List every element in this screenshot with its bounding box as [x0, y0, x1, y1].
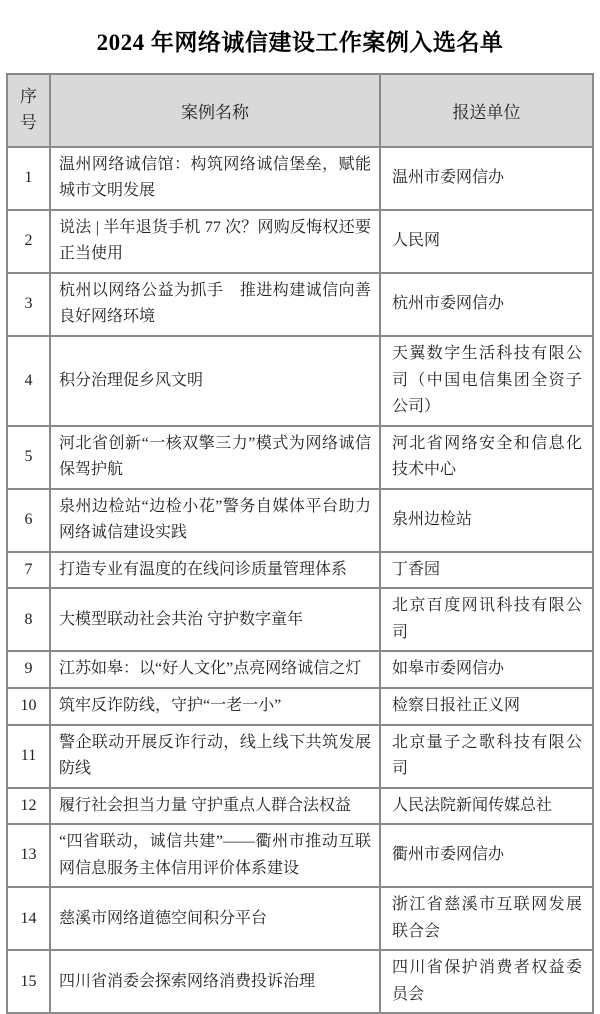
cell-case-name: 江苏如皋：以“好人文化”点亮网络诚信之灯 [50, 651, 380, 688]
table-row [7, 824, 593, 887]
cell-submitting-unit: 温州市委网信办 [380, 147, 593, 210]
cell-case-name: “四省联动，诚信共建”——衢州市推动互联网信息服务主体信用评价体系建设 [50, 824, 380, 887]
cell-case-name: 大模型联动社会共治 守护数字童年 [50, 588, 380, 651]
header-unit-label: 报送单位 [452, 102, 521, 122]
table-row [7, 426, 593, 489]
cell-index: 7 [7, 552, 50, 589]
cell-case-name: 泉州边检站“边检小花”警务自媒体平台助力网络诚信建设实践 [50, 489, 380, 552]
cell-submitting-unit: 如皋市委网信办 [380, 651, 593, 688]
cell-index: 9 [7, 651, 50, 688]
cell-case-name: 履行社会担当力量 守护重点人群合法权益 [50, 788, 380, 825]
cell-index: 13 [7, 824, 50, 887]
table-row [7, 887, 593, 950]
header-index-label: 序号 [19, 87, 37, 133]
cell-index: 14 [7, 887, 50, 950]
cell-index: 2 [7, 210, 50, 273]
table-row [7, 552, 593, 589]
cell-index: 11 [7, 725, 50, 788]
cell-submitting-unit: 天翼数字生活科技有限公司（中国电信集团全资子公司） [380, 336, 593, 426]
cell-case-name: 河北省创新“一核双擎三力”模式为网络诚信保驾护航 [50, 426, 380, 489]
table-row [7, 336, 593, 426]
cell-case-name: 筑牢反诈防线，守护“一老一小” [50, 688, 380, 725]
cell-index: 8 [7, 588, 50, 651]
cell-index: 1 [7, 147, 50, 210]
table-row [7, 651, 593, 688]
cell-submitting-unit: 河北省网络安全和信息化技术中心 [380, 426, 593, 489]
cell-submitting-unit: 北京量子之歌科技有限公司 [380, 725, 593, 788]
cell-case-name: 警企联动开展反诈行动，线上线下共筑发展防线 [50, 725, 380, 788]
table-body [7, 147, 593, 1014]
cell-submitting-unit: 北京百度网讯科技有限公司 [380, 588, 593, 651]
table-row [7, 273, 593, 336]
table-row [7, 788, 593, 825]
cell-case-name: 打造专业有温度的在线问诊质量管理体系 [50, 552, 380, 589]
table-row [7, 688, 593, 725]
cell-case-name: 说法 | 半年退货手机 77 次？网购反悔权还要正当使用 [50, 210, 380, 273]
table-row [7, 147, 593, 210]
table-row [7, 588, 593, 651]
cell-submitting-unit: 检察日报社正义网 [380, 688, 593, 725]
header-index [7, 74, 50, 147]
cell-index: 5 [7, 426, 50, 489]
cell-submitting-unit: 衢州市委网信办 [380, 824, 593, 887]
page-title: 2024 年网络诚信建设工作案例入选名单 [96, 30, 504, 55]
cell-index: 12 [7, 788, 50, 825]
cell-submitting-unit: 人民网 [380, 210, 593, 273]
cell-case-name: 温州网络诚信馆：构筑网络诚信堡垒，赋能城市文明发展 [50, 147, 380, 210]
table-row [7, 489, 593, 552]
table-header-row [7, 74, 593, 147]
table-row [7, 725, 593, 788]
cell-index: 3 [7, 273, 50, 336]
header-submitting-unit [380, 74, 593, 147]
table-row [7, 950, 593, 1013]
cell-index: 10 [7, 688, 50, 725]
cell-case-name: 积分治理促乡风文明 [50, 336, 380, 426]
cell-submitting-unit: 四川省保护消费者权益委员会 [380, 950, 593, 1013]
header-case-label: 案例名称 [181, 102, 249, 122]
cell-submitting-unit: 泉州边检站 [380, 489, 593, 552]
header-case-name [50, 74, 380, 147]
cell-submitting-unit: 浙江省慈溪市互联网发展联合会 [380, 887, 593, 950]
cell-index: 4 [7, 336, 50, 426]
cell-index: 6 [7, 489, 50, 552]
cell-case-name: 杭州以网络公益为抓手 推进构建诚信向善良好网络环境 [50, 273, 380, 336]
table-row [7, 210, 593, 273]
cell-submitting-unit: 人民法院新闻传媒总社 [380, 788, 593, 825]
selection-table [6, 73, 594, 1014]
cell-submitting-unit: 杭州市委网信办 [380, 273, 593, 336]
cell-index: 15 [7, 950, 50, 1013]
cell-submitting-unit: 丁香园 [380, 552, 593, 589]
cell-case-name: 四川省消委会探索网络消费投诉治理 [50, 950, 380, 1013]
cell-case-name: 慈溪市网络道德空间积分平台 [50, 887, 380, 950]
